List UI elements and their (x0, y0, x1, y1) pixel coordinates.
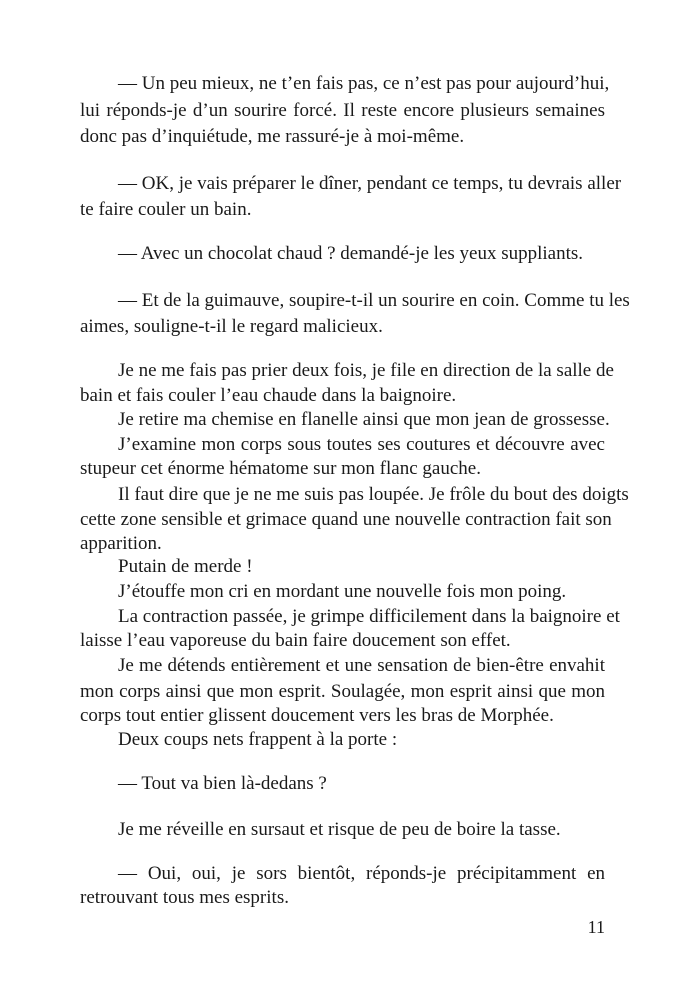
text-line: te faire couler un bain. (80, 199, 252, 220)
text-line: lui réponds-je d’un sourire forcé. Il reste encore plusieurs semaines (80, 100, 605, 121)
text-line: Il faut dire que je ne me suis pas loupée. Je frôle du bout des doigts (118, 484, 629, 505)
text-line: Deux coups nets frappent à la porte : (118, 729, 398, 750)
text-line: bain et fais couler l’eau chaude dans la baignoire. (80, 385, 457, 406)
text-line: Je me réveille en sursaut et risque de peu de boire la tasse. (118, 819, 561, 840)
text-line: mon corps ainsi que mon esprit. Soulagée, mon esprit ainsi que mon (80, 681, 605, 702)
text-line: — Oui, oui, je sors bientôt, réponds-je précipitamment en (118, 863, 605, 884)
text-line: J’étouffe mon cri en mordant une nouvelle fois mon poing. (118, 581, 567, 602)
text-line: — Tout va bien là-dedans ? (118, 773, 327, 794)
text-line: — Un peu mieux, ne t’en fais pas, ce n’est pas pour aujourd’hui, (118, 73, 610, 94)
page-number: 11 (587, 917, 605, 937)
text-line: Je ne me fais pas prier deux fois, je file en direction de la salle de (118, 360, 614, 381)
text-line: stupeur cet énorme hématome sur mon flanc gauche. (80, 458, 481, 479)
text-line: retrouvant tous mes esprits. (80, 887, 289, 908)
text-line: laisse l’eau vaporeuse du bain faire doucement son effet. (80, 630, 511, 651)
text-line: J’examine mon corps sous toutes ses coutures et découvre avec (118, 434, 605, 455)
text-line: Je retire ma chemise en flanelle ainsi que mon jean de grossesse. (118, 409, 610, 430)
text-line: apparition. (80, 533, 162, 554)
text-line: La contraction passée, je grimpe difficilement dans la baignoire et (118, 606, 620, 627)
text-line: donc pas d’inquiétude, me rassuré-je à moi-même. (80, 126, 465, 147)
text-line: aimes, souligne-t-il le regard malicieux. (80, 316, 383, 337)
text-line: — Et de la guimauve, soupire-t-il un sourire en coin. Comme tu les (118, 290, 630, 311)
text-line: — OK, je vais préparer le dîner, pendant ce temps, tu devrais aller (118, 173, 622, 194)
text-line: corps tout entier glissent doucement vers les bras de Morphée. (80, 705, 554, 726)
text-line: — Avec un chocolat chaud ? demandé-je les yeux suppliants. (118, 243, 583, 264)
text-line: Putain de merde ! (118, 556, 253, 577)
text-line: Je me détends entièrement et une sensation de bien-être envahit (118, 655, 605, 676)
text-line: cette zone sensible et grimace quand une nouvelle contraction fait son (80, 509, 612, 530)
